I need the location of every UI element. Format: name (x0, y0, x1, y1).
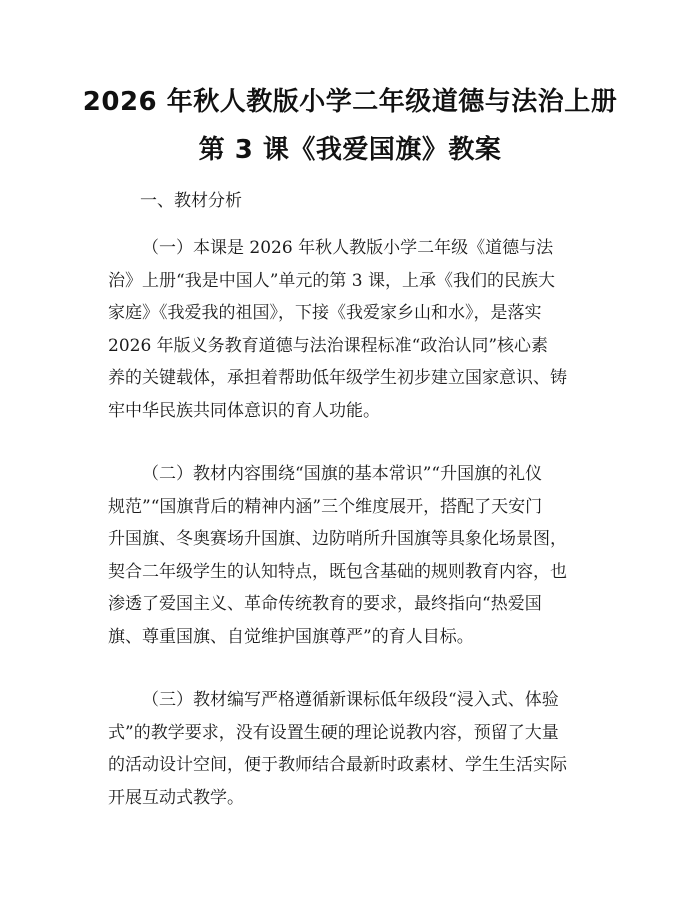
document-subtitle: 第 3 课《我爱国旗》教案 (198, 135, 502, 165)
paragraph-line: 养的关键载体，承担着帮助低年级学生初步建立国家意识、铸 (108, 368, 567, 388)
document-title: 2026 年秋人教版小学二年级道德与法治上册 (82, 87, 618, 117)
section-heading: 一、教材分析 (140, 191, 242, 211)
paragraph-line: 式”的教学要求，没有设置生硬的理论说教内容，预留了大量 (108, 722, 559, 743)
paragraph-line: （三）教材编写严格遵循新课标低年级段“浸入式、体验 (142, 690, 559, 710)
paragraph-line: 2026 年版义务教育道德与法治课程标准“政治认同”核心素 (108, 335, 549, 356)
paragraph-3 (108, 684, 584, 814)
paragraph-line: 治》上册“我是中国人”单元的第 3 课，上承《我们的民族大 (108, 270, 556, 291)
paragraph-line: （一）本课是 2026 年秋人教版小学二年级《道德与法 (142, 238, 554, 258)
paragraph-line: 渗透了爱国主义、革命传统教育的要求，最终指向“热爱国 (108, 594, 542, 614)
paragraph-2 (108, 458, 584, 653)
paragraph-line: 家庭》《我爱我的祖国》，下接《我爱家乡山和水》，是落实 (108, 303, 542, 323)
paragraph-line: 旗、尊重国旗、自觉维护国旗尊严”的育人目标。 (108, 626, 474, 647)
paragraph-line: 的活动设计空间，便于教师结合最新时政素材、学生生活实际 (108, 755, 567, 775)
paragraph-line: 升国旗、冬奥赛场升国旗、边防哨所升国旗等具象化场景图， (108, 529, 567, 549)
paragraph-line: （二）教材内容围绕“国旗的基本常识”“升国旗的礼仪 (142, 464, 543, 484)
paragraph-line: 开展互动式教学。 (108, 787, 244, 808)
paragraph-line: 契合二年级学生的认知特点，既包含基础的规则教育内容，也 (108, 561, 567, 582)
paragraph-1 (108, 232, 584, 427)
paragraph-line: 牢中华民族共同体意识的育人功能。 (108, 400, 380, 421)
paragraph-line: 规范”“国旗背后的精神内涵”三个维度展开，搭配了天安门 (108, 496, 543, 517)
